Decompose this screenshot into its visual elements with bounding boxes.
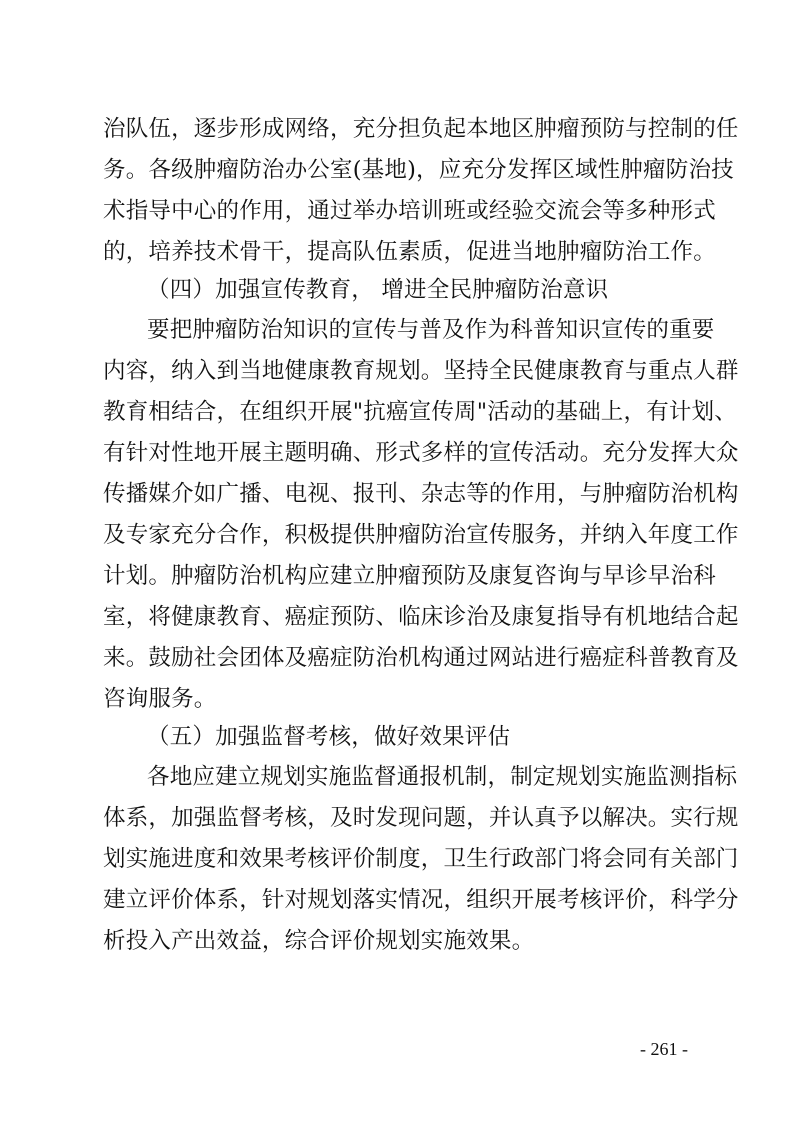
paragraph-line: 来。鼓励社会团体及癌症防治机构通过网站进行癌症科普教育及: [103, 645, 739, 671]
paragraph-line: 划实施进度和效果考核评价制度，卫生行政部门将会同有关部门: [103, 846, 739, 872]
paragraph-line: 传播媒介如广播、电视、报刊、杂志等的作用，与肿瘤防治机构: [103, 481, 739, 507]
paragraph-line: 要把肿瘤防治知识的宣传与普及作为科普知识宣传的重要: [147, 317, 715, 343]
paragraph-line: 术指导中心的作用，通过举办培训班或经验交流会等多种形式: [103, 198, 716, 224]
paragraph-line: 析投入产出效益，综合评价规划实施效果。: [103, 928, 535, 954]
paragraph-line: 建立评价体系，针对规划落实情况，组织开展考核评价，科学分: [103, 887, 739, 913]
paragraph-line: 教育相结合，在组织开展"抗癌宣传周"活动的基础上，有计划、: [103, 399, 737, 425]
paragraph-line: 务。各级肿瘤防治办公室(基地)，应充分发挥区域性肿瘤防治技: [103, 157, 734, 183]
paragraph-line: 体系，加强监督考核，及时发现问题，并认真予以解决。实行规: [103, 805, 739, 831]
section-heading-5: （五）加强监督考核，做好效果评估: [147, 724, 511, 750]
paragraph-line: 咨询服务。: [103, 686, 217, 712]
paragraph-line: 治队伍，逐步形成网络，充分担负起本地区肿瘤预防与控制的任: [103, 116, 739, 142]
page-number: - 261 -: [640, 1039, 688, 1059]
section-heading-4: （四）加强宣传教育， 增进全民肿瘤防治意识: [147, 277, 609, 303]
paragraph-line: 有针对性地开展主题明确、形式多样的宣传活动。充分发挥大众: [103, 440, 739, 466]
paragraph-line: 内容，纳入到当地健康教育规划。坚持全民健康教育与重点人群: [103, 358, 739, 384]
paragraph-line: 计划。肿瘤防治机构应建立肿瘤预防及康复咨询与早诊早治科: [103, 563, 716, 589]
paragraph-line: 室，将健康教育、癌症预防、临床诊治及康复指导有机地结合起: [103, 604, 739, 630]
paragraph-line: 的，培养技术骨干，提高队伍素质，促进当地肿瘤防治工作。: [103, 239, 716, 265]
paragraph-line: 各地应建立规划实施监督通报机制，制定规划实施监测指标: [147, 764, 738, 790]
paragraph-line: 及专家充分合作，积极提供肿瘤防治宣传服务，并纳入年度工作: [103, 522, 739, 548]
